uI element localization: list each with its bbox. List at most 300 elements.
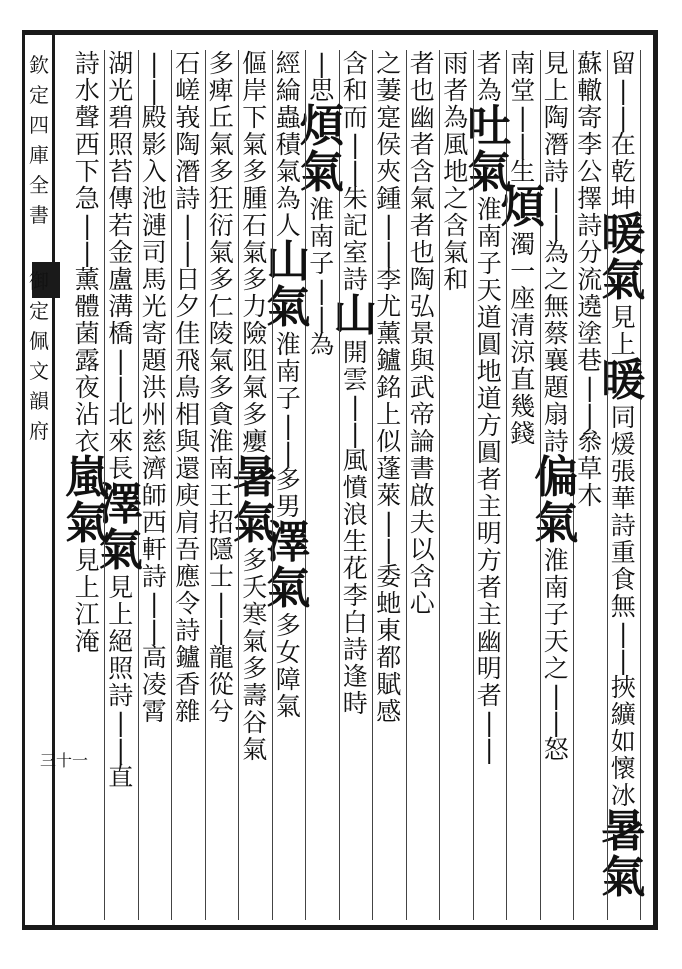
text-char: 之 [543,265,569,294]
text-char: 鑪 [175,643,201,672]
text-char: 南 [309,222,335,251]
text-char: 下 [242,103,268,132]
text-char: 萊 [376,481,402,510]
text-char: 陶 [543,103,569,132]
headword-char: 煩 [299,101,344,152]
text-char: 思 [309,76,335,105]
text-char: 雜 [175,697,201,726]
text-char: 之 [543,654,569,683]
text-char: | [552,184,561,213]
text-column-6 [439,50,474,920]
headword-char: 煩 [500,182,545,233]
text-char: 日 [175,265,201,294]
text-char: 上 [376,400,402,429]
text-char: 為 [476,76,502,105]
headword-char: 山 [333,290,378,341]
text-char: | [351,419,360,448]
text-char: 淮 [275,330,301,359]
text-char: 明 [476,654,502,683]
text-char: 阻 [242,346,268,375]
headword-char: 氣 [601,852,646,903]
text-char: 浪 [342,500,368,529]
text-char: 見 [610,303,636,332]
text-char: 飛 [175,346,201,375]
text-char: 論 [409,427,435,456]
page-number: 三十一 [40,751,89,770]
text-char: | [150,589,159,618]
text-char: | [284,411,293,440]
text-char: 石 [242,211,268,240]
text-char: 上 [610,330,636,359]
text-char: 詩 [610,511,636,540]
text-char: 子 [543,600,569,629]
text-char: 坤 [610,184,636,213]
text-char: 氣 [208,238,234,267]
text-char: 和 [342,76,368,105]
text-char: 司 [141,238,167,267]
margin-subtitle-char: 韻 [29,389,49,413]
headword-char: 氣 [232,498,277,549]
text-char: 庾 [175,481,201,510]
text-char: 詩 [543,157,569,186]
text-char: 詩 [141,562,167,591]
text-char: 氣 [208,130,234,159]
text-char: 師 [141,481,167,510]
text-char: 子 [275,384,301,413]
text-char: 氣 [242,373,268,402]
text-char: 詩 [543,427,569,456]
text-char: 寄 [577,103,603,132]
text-char: 詩 [175,616,201,645]
text-char: 潛 [175,157,201,186]
text-char: 圓 [476,330,502,359]
headword-char: 暑 [601,806,646,857]
text-char: 萋 [376,76,402,105]
text-char: 淮 [543,546,569,575]
text-char: 影 [141,130,167,159]
text-char: 聲 [74,103,100,132]
margin-title-char: 四 [29,113,49,137]
text-char: 草 [577,454,603,483]
text-char: | [150,616,159,645]
text-char: 題 [543,373,569,402]
text-char: 逢 [342,662,368,691]
text-char: 轍 [577,76,603,105]
text-char: 南 [275,357,301,386]
text-char: 積 [275,130,301,159]
text-char: 侯 [376,130,402,159]
text-char: | [485,708,494,737]
text-char: 尤 [376,292,402,321]
text-char: 者 [409,211,435,240]
margin-subtitle-char: 御 [29,269,49,293]
text-column-7 [406,50,441,920]
text-char: 濟 [141,454,167,483]
text-char: | [552,708,561,737]
text-char: 氣 [409,184,435,213]
text-char: | [317,276,326,305]
text-column-5 [467,49,512,920]
text-char: 鍾 [376,184,402,213]
text-char: 室 [342,238,368,267]
text-char: 風 [443,130,469,159]
text-char: | [183,211,192,240]
text-char: 東 [376,616,402,645]
margin-column [24,50,54,910]
margin-subtitle-char: 佩 [29,329,49,353]
text-char: 清 [510,311,536,340]
margin-title-char: 庫 [29,143,49,167]
text-char: 西 [74,130,100,159]
text-char: 遶 [577,292,603,321]
text-char: 陶 [409,265,435,294]
margin-title-char: 全 [29,173,49,197]
text-char: 漣 [141,211,167,240]
text-char: 之 [443,184,469,213]
text-char: 者 [476,573,502,602]
text-char: 與 [175,427,201,456]
text-char: 巷 [577,346,603,375]
text-char: 氣 [208,346,234,375]
text-char: | [116,373,125,402]
text-char: 天 [543,627,569,656]
text-char: 擇 [577,184,603,213]
text-char: 者 [443,76,469,105]
text-char: 食 [610,565,636,594]
text-char: 詩 [342,635,368,664]
text-char: 李 [577,130,603,159]
text-char: 多 [275,611,301,640]
text-char: 景 [409,319,435,348]
text-char: 盧 [108,265,134,294]
text-char: 石 [175,49,201,78]
text-char: 絕 [108,627,134,656]
text-char: 江 [74,600,100,629]
text-char: 金 [108,238,134,267]
text-char: 多 [242,157,268,186]
text-char: 嵯 [175,76,201,105]
text-char: | [619,619,628,648]
text-char: 應 [175,562,201,591]
text-char: 州 [141,400,167,429]
text-char: | [83,238,92,267]
text-char: 馬 [141,265,167,294]
text-char: 淮 [476,195,502,224]
text-char: 吾 [175,535,201,564]
text-char: | [384,238,393,267]
text-char: 氣 [242,735,268,764]
text-char: 峩 [175,103,201,132]
text-char: 南 [208,454,234,483]
text-char: 煖 [610,430,636,459]
text-char: | [351,130,360,159]
text-char: 也 [409,238,435,267]
text-char: 貪 [208,400,234,429]
text-char: 木 [577,481,603,510]
text-char: 生 [510,157,536,186]
headword-char: 暑 [232,452,277,503]
text-char: 綸 [275,76,301,105]
text-char: 令 [175,589,201,618]
text-char: 來 [108,427,134,456]
text-char: 險 [242,319,268,348]
headword-char: 山 [266,236,311,287]
text-char: 白 [342,608,368,637]
text-char: 幾 [510,392,536,421]
margin-title-char: 欽 [29,53,49,77]
headword-char: 氣 [601,255,646,306]
text-char: 圓 [476,438,502,467]
text-char: 華 [610,484,636,513]
text-char: 同 [610,403,636,432]
text-char: 朱 [342,184,368,213]
text-char: 上 [543,76,569,105]
text-char: 寄 [141,319,167,348]
text-char: 障 [275,665,301,694]
text-char: | [317,49,326,78]
text-char: 露 [74,346,100,375]
text-char: | [150,76,159,105]
text-char: | [351,392,360,421]
text-char: 襄 [543,346,569,375]
text-char: 照 [108,130,134,159]
text-char: 者 [476,465,502,494]
text-column-12 [232,49,277,920]
text-char: 氣 [443,238,469,267]
text-char: 氣 [275,692,301,721]
text-char: 怒 [543,735,569,764]
text-char: | [585,400,594,429]
text-char: 直 [108,762,134,791]
text-char: 雲 [342,365,368,394]
text-char: 公 [577,157,603,186]
text-char: 蘇 [577,49,603,78]
text-char: 乾 [610,157,636,186]
text-char: 李 [376,265,402,294]
headword-char: 暖 [601,355,646,406]
text-char: 座 [510,284,536,313]
text-char: 夾 [376,157,402,186]
text-char: 叅 [577,427,603,456]
text-char: 陶 [175,130,201,159]
text-char: 花 [342,554,368,583]
text-char: 一 [510,257,536,286]
text-char: 雨 [443,49,469,78]
text-char: 霄 [141,697,167,726]
text-char: 見 [543,49,569,78]
text-char: | [552,681,561,710]
text-char: 賦 [376,670,402,699]
text-char: 上 [108,600,134,629]
text-char: 鳥 [175,373,201,402]
text-char: 腫 [242,184,268,213]
text-char: 壽 [242,681,268,710]
text-char: 人 [275,211,301,240]
text-char: 如 [610,727,636,756]
text-char: 下 [74,157,100,186]
text-char: 錢 [510,419,536,448]
text-char: 李 [342,581,368,610]
text-char: 蓬 [376,454,402,483]
headword-char: 偏 [534,452,579,503]
text-char: 薰 [376,319,402,348]
text-char: | [619,646,628,675]
text-char: 氣 [275,157,301,186]
text-char: 主 [476,492,502,521]
text-char: 張 [610,457,636,486]
text-char: 夜 [74,373,100,402]
headword-char: 氣 [266,563,311,614]
text-char: 岸 [242,76,268,105]
text-char: 濁 [510,230,536,259]
text-char: 多 [242,400,268,429]
text-char: 道 [476,384,502,413]
text-char: 多 [208,157,234,186]
text-char: 肩 [175,508,201,537]
text-char: 凌 [141,670,167,699]
text-char: 苔 [108,157,134,186]
text-char: 王 [208,481,234,510]
text-char: 生 [342,527,368,556]
text-char: 塗 [577,319,603,348]
text-char: 衣 [74,427,100,456]
headword-char: 氣 [65,498,110,549]
text-char: 者 [409,130,435,159]
text-char: 上 [74,573,100,602]
text-char: 光 [141,292,167,321]
text-char: 為 [275,184,301,213]
text-char: | [150,49,159,78]
text-char: 詩 [175,184,201,213]
text-char: 弘 [409,292,435,321]
text-char: 癭 [242,427,268,456]
text-char: 冰 [610,781,636,810]
text-char: 書 [409,454,435,483]
headword-char: 澤 [266,517,311,568]
text-char: 入 [141,157,167,186]
margin-subtitle-char: 府 [29,419,49,443]
text-char: 慈 [141,427,167,456]
text-char: 洪 [141,373,167,402]
text-char: | [116,708,125,737]
text-char: 衍 [208,211,234,240]
text-char: 子 [309,249,335,278]
text-char: 光 [108,76,134,105]
text-char: 開 [342,338,368,367]
text-char: 無 [543,292,569,321]
text-char: 纊 [610,700,636,729]
text-char: 夭 [242,573,268,602]
text-char: 蟲 [275,103,301,132]
text-char: | [619,76,628,105]
text-char: | [217,616,226,645]
text-char: 都 [376,643,402,672]
text-char: 長 [108,454,134,483]
text-char: 夕 [175,292,201,321]
text-char: | [619,103,628,132]
text-char: 者 [476,49,502,78]
text-char: | [351,157,360,186]
text-char: 流 [577,265,603,294]
text-char: 為 [309,330,335,359]
headword-char: 澤 [98,479,143,530]
text-char: 兮 [208,697,234,726]
text-char: 蔡 [543,319,569,348]
text-char: 寒 [242,600,268,629]
margin-title-char: 定 [29,83,49,107]
headword-char: 氣 [467,147,512,198]
text-char: 委 [376,562,402,591]
text-char: 詩 [74,49,100,78]
text-char: 經 [275,49,301,78]
text-char: 含 [443,211,469,240]
text-char: 而 [342,103,368,132]
text-char: 主 [476,600,502,629]
text-char: 湖 [108,49,134,78]
text-char: 多 [242,265,268,294]
text-char: 記 [342,211,368,240]
text-char: 地 [443,157,469,186]
text-char: 南 [476,222,502,251]
headword-char: 氣 [266,282,311,333]
text-column-13 [205,50,240,920]
text-char: 寔 [376,103,402,132]
text-char: 重 [610,538,636,567]
text-char: 含 [409,562,435,591]
text-char: 天 [476,276,502,305]
text-char: 詩 [577,211,603,240]
text-char: 方 [476,546,502,575]
text-char: 鑪 [376,346,402,375]
text-char: 風 [342,446,368,475]
text-char: 留 [610,49,636,78]
text-char: 挾 [610,673,636,702]
text-char: 南 [543,573,569,602]
text-char: 幽 [409,103,435,132]
text-char: 憤 [342,473,368,502]
text-char: 為 [443,103,469,132]
text-char: | [384,211,393,240]
text-char: 詩 [108,681,134,710]
text-char: 之 [376,49,402,78]
text-char: 方 [476,411,502,440]
text-char: 北 [108,400,134,429]
text-column-10 [299,49,344,920]
text-char: 菌 [74,319,100,348]
text-char: 子 [476,249,502,278]
text-char: 地 [476,357,502,386]
text-char: | [116,735,125,764]
text-char: 詩 [342,265,368,294]
text-char: 多 [208,265,234,294]
text-char: 感 [376,697,402,726]
text-char: 軒 [141,535,167,564]
text-char: 溝 [108,292,134,321]
text-char: 谷 [242,708,268,737]
headword-char: 吐 [467,101,512,152]
text-char: 無 [610,592,636,621]
text-char: 含 [342,49,368,78]
text-char: 題 [141,346,167,375]
headword-char: 暖 [601,209,646,260]
text-char: 佳 [175,319,201,348]
text-char: 氣 [242,627,268,656]
text-char: | [518,103,527,132]
text-column-8 [372,50,407,920]
text-char: 水 [74,76,100,105]
text-char: 仁 [208,292,234,321]
margin-subtitle-char: 文 [29,359,49,383]
